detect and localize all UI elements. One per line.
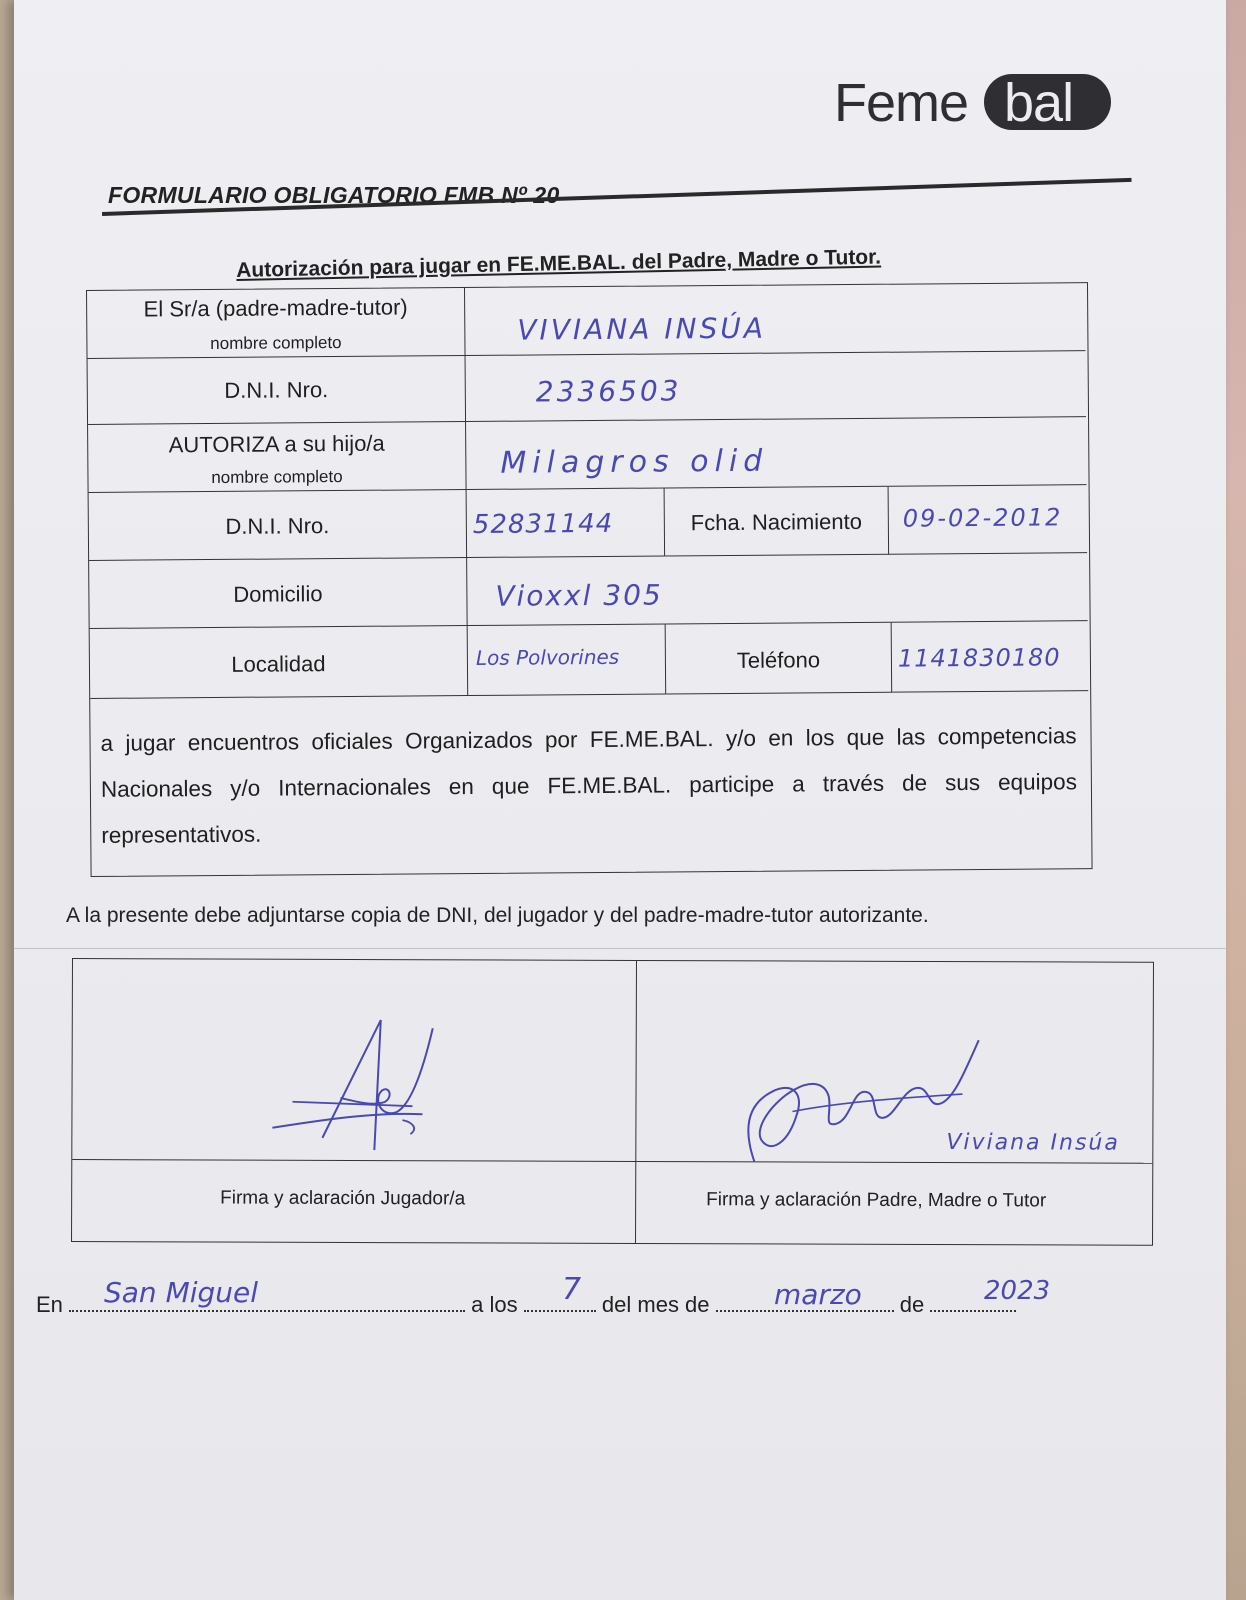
telefono-value-cell[interactable] bbox=[892, 621, 1089, 693]
dni-hijo-label: D.N.I. Nro. bbox=[225, 513, 330, 539]
a-los-label: a los bbox=[471, 1292, 518, 1317]
tutor-sub-label: nombre completo bbox=[210, 332, 342, 354]
authorization-body-text: a jugar encuentros oficiales Organizados por FE.ME.BAL. y/o en los que las competencias Nacionales y/o Internacionales en que FE.ME.BAL. participe a través de sus equipos representativos. bbox=[100, 723, 1077, 848]
domicilio-label: Domicilio bbox=[233, 581, 323, 607]
dni-tutor-value-cell[interactable] bbox=[466, 351, 1086, 422]
hijo-sub-label: nombre completo bbox=[211, 466, 343, 488]
attachment-note: A la presente debe adjuntarse copia de DNI, del jugador y del padre-madre-tutor autorizante. bbox=[66, 904, 929, 927]
localidad-value-cell[interactable] bbox=[468, 624, 667, 696]
tutor-value-cell[interactable] bbox=[465, 283, 1086, 356]
femebal-logo: Feme bal bbox=[834, 72, 1134, 142]
autoriza-label-cell bbox=[88, 422, 467, 493]
dni-hijo-handwritten: 52831144 bbox=[472, 508, 614, 540]
localidad-label-cell bbox=[90, 626, 469, 699]
dni-hijo-label-cell bbox=[89, 490, 468, 561]
nacimiento-label: Fcha. Nacimiento bbox=[690, 508, 863, 536]
en-handwritten: San Miguel bbox=[104, 1276, 259, 1309]
domicilio-handwritten: Vioxxl 305 bbox=[495, 578, 663, 613]
jugador-signature[interactable] bbox=[262, 1010, 463, 1161]
signature-table bbox=[71, 958, 1154, 1246]
tutor-label: El Sr/a (padre-madre-tutor) bbox=[143, 294, 408, 322]
jugador-signature-caption: Firma y aclaración Jugador/a bbox=[220, 1187, 466, 1210]
autoriza-label: AUTORIZA a su hijo/a bbox=[168, 430, 385, 458]
dia-handwritten: 7 bbox=[562, 1272, 582, 1307]
tutor-label-cell bbox=[87, 288, 466, 359]
localidad-handwritten: Los Polvorines bbox=[475, 644, 620, 670]
nacimiento-label-cell bbox=[665, 487, 890, 557]
localidad-label: Localidad bbox=[231, 651, 326, 677]
de-label: de bbox=[899, 1292, 925, 1317]
mes-handwritten: marzo bbox=[774, 1278, 862, 1311]
form-title: FORMULARIO OBLIGATORIO FMB Nº 20 bbox=[108, 182, 560, 208]
en-label: En bbox=[36, 1292, 63, 1317]
tutor-aclaracion-handwritten: Viviana Insúa bbox=[946, 1130, 1120, 1156]
hijo-name-handwritten: Milagros olid bbox=[500, 443, 769, 481]
domicilio-label-cell bbox=[89, 558, 468, 629]
document-page bbox=[14, 0, 1226, 1600]
domicilio-value-cell[interactable] bbox=[467, 553, 1088, 626]
dni-tutor-handwritten: 2336503 bbox=[535, 374, 682, 409]
tutor-name-handwritten: VIVIANA INSÚA bbox=[517, 311, 767, 347]
authorization-table bbox=[86, 282, 1093, 877]
telefono-label-cell bbox=[666, 623, 893, 695]
dni-hijo-value-cell[interactable] bbox=[467, 488, 666, 558]
tutor-signature-caption: Firma y aclaración Padre, Madre o Tutor bbox=[706, 1189, 1047, 1212]
dia-field[interactable] bbox=[524, 1292, 596, 1312]
nacimiento-value-cell[interactable] bbox=[889, 485, 1088, 555]
hijo-value-cell[interactable] bbox=[466, 417, 1087, 490]
dni-label: D.N.I. Nro. bbox=[224, 377, 329, 403]
telefono-label: Teléfono bbox=[736, 647, 821, 673]
paper-fold-line bbox=[14, 948, 1226, 949]
form-subtitle: Autorización para jugar en FE.ME.BAL. del Padre, Madre o Tutor. bbox=[236, 245, 882, 282]
anio-handwritten: 2023 bbox=[984, 1276, 1051, 1306]
dni-label-cell bbox=[88, 356, 467, 425]
nacimiento-handwritten: 09-02-2012 bbox=[902, 503, 1063, 533]
telefono-handwritten: 1141830180 bbox=[897, 643, 1061, 673]
mes-label: del mes de bbox=[601, 1292, 710, 1317]
